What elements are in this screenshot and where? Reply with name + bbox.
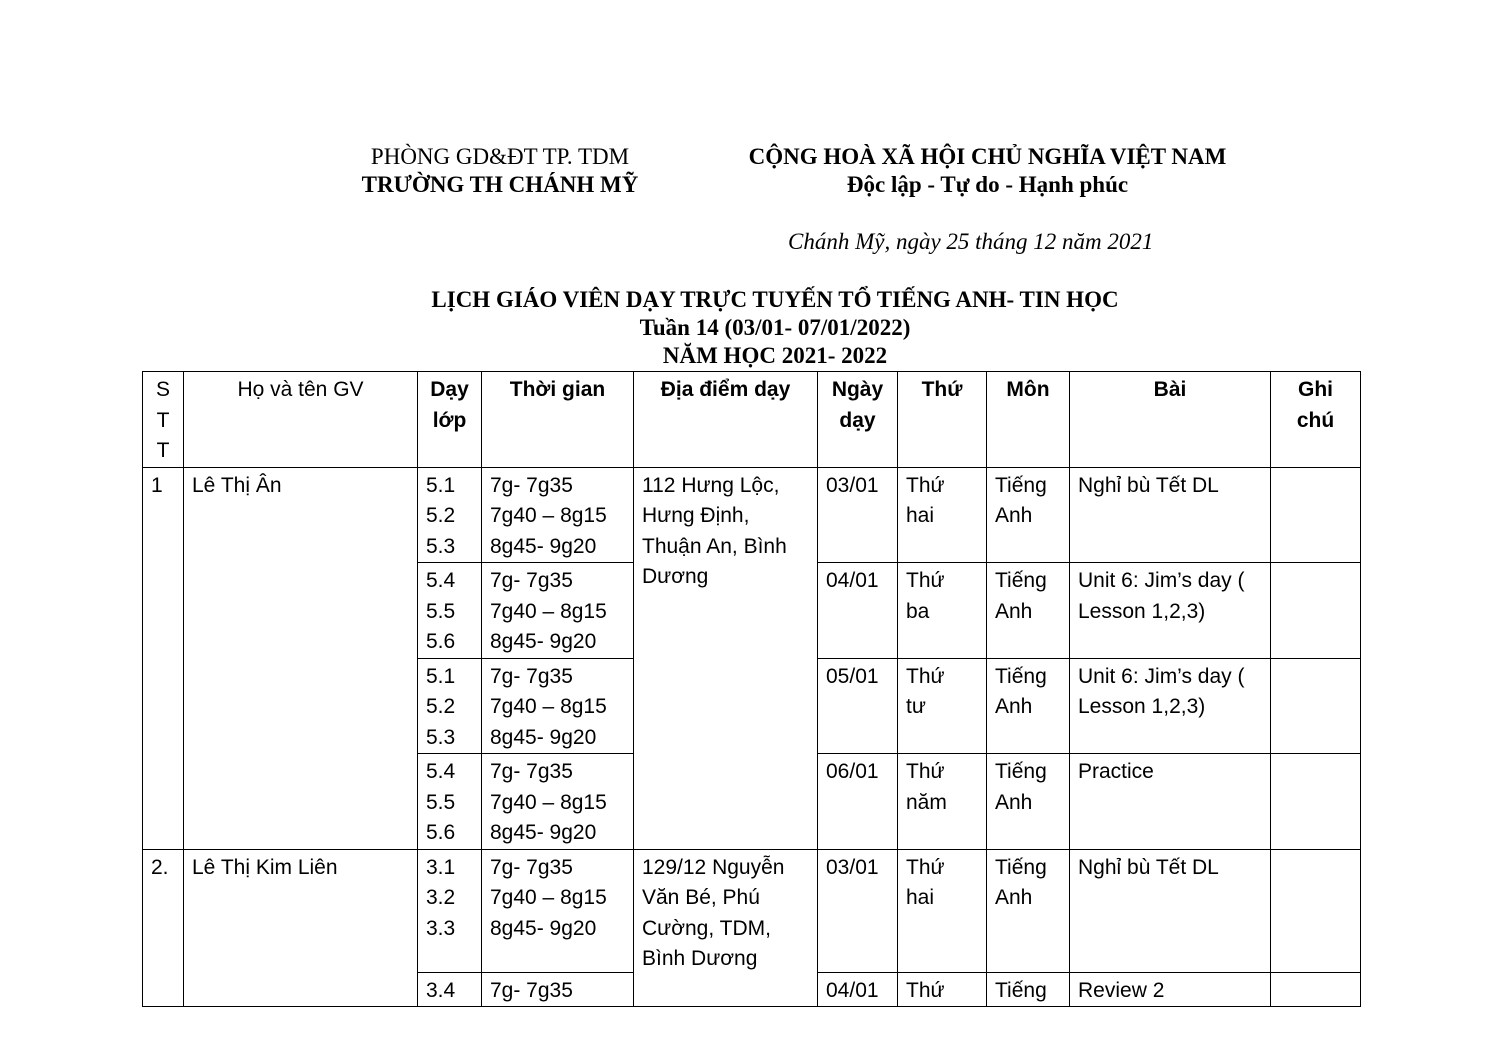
session-date: 04/01 — [818, 972, 898, 1007]
session-classes: 5.1 5.2 5.3 — [418, 467, 482, 563]
session-weekday: Thứ hai — [898, 849, 987, 972]
session-note — [1271, 563, 1361, 659]
session-note — [1271, 972, 1361, 1007]
teacher-place: 112 Hưng Lộc, Hưng Định, Thuận An, Bình Dương — [634, 467, 818, 849]
session-times: 7g- 7g35 7g40 – 8g15 8g45- 9g20 — [482, 754, 634, 850]
session-note — [1271, 658, 1361, 754]
table-header-row — [143, 372, 1361, 468]
session-weekday: Thứ ba — [898, 563, 987, 659]
session-classes: 3.4 — [418, 972, 482, 1007]
session-note — [1271, 849, 1361, 972]
teacher-place: 129/12 Nguyễn Văn Bé, Phú Cường, TDM, Bình Dương — [634, 849, 818, 1007]
document-title — [300, 286, 1250, 370]
document-date: Chánh Mỹ, ngày 25 tháng 12 năm 2021 — [788, 229, 1154, 254]
col-header-place: Địa điểm dạy — [634, 372, 818, 468]
session-times: 7g- 7g35 7g40 – 8g15 8g45- 9g20 — [482, 658, 634, 754]
session-lesson: Nghỉ bù Tết DL — [1070, 467, 1271, 563]
session-classes: 3.1 3.2 3.3 — [418, 849, 482, 972]
session-times: 7g- 7g35 7g40 – 8g15 8g45- 9g20 — [482, 563, 634, 659]
session-subject: Tiếng Anh — [987, 849, 1070, 972]
session-weekday: Thứ năm — [898, 754, 987, 850]
session-date: 03/01 — [818, 849, 898, 972]
session-times: 7g- 7g35 7g40 – 8g15 8g45- 9g20 — [482, 467, 634, 563]
table-row — [143, 849, 1361, 972]
session-weekday: Thứ tư — [898, 658, 987, 754]
session-classes: 5.4 5.5 5.6 — [418, 563, 482, 659]
title-line-1: LỊCH GIÁO VIÊN DẠY TRỰC TUYẾN TỔ TIẾNG ANH- TIN HỌC — [431, 287, 1119, 312]
session-subject: Tiếng Anh — [987, 754, 1070, 850]
session-weekday: Thứ hai — [898, 467, 987, 563]
session-date: 05/01 — [818, 658, 898, 754]
schedule-table — [142, 371, 1361, 1007]
session-lesson: Unit 6: Jim’s day ( Lesson 1,2,3) — [1070, 563, 1271, 659]
title-line-3: NĂM HỌC 2021- 2022 — [662, 343, 888, 368]
session-classes: 5.4 5.5 5.6 — [418, 754, 482, 850]
department-name: PHÒNG GD&ĐT TP. TDM — [370, 144, 630, 169]
title-line-2: Tuần 14 (03/01- 07/01/2022) — [639, 315, 911, 340]
teacher-name: Lê Thị Ân — [184, 467, 418, 849]
national-motto: Độc lập - Tự do - Hạnh phúc — [846, 172, 1129, 197]
session-classes: 5.1 5.2 5.3 — [418, 658, 482, 754]
session-subject: Tiếng Anh — [987, 563, 1070, 659]
session-lesson: Review 2 — [1070, 972, 1271, 1007]
session-date: 03/01 — [818, 467, 898, 563]
teacher-name: Lê Thị Kim Liên — [184, 849, 418, 1007]
session-weekday: Thứ — [898, 972, 987, 1007]
col-header-class: Dạy lớp — [418, 372, 482, 468]
session-times: 7g- 7g35 7g40 – 8g15 8g45- 9g20 — [482, 849, 634, 972]
session-date: 06/01 — [818, 754, 898, 850]
col-header-time: Thời gian — [482, 372, 634, 468]
session-date: 04/01 — [818, 563, 898, 659]
national-title: CỘNG HOÀ XÃ HỘI CHỦ NGHĨA VIỆT NAM — [748, 144, 1227, 169]
col-header-name: Họ và tên GV — [184, 372, 418, 468]
session-note — [1271, 754, 1361, 850]
table-row — [143, 467, 1361, 563]
col-header-note: Ghi chú — [1271, 372, 1361, 468]
session-lesson: Nghỉ bù Tết DL — [1070, 849, 1271, 972]
school-name: TRƯỜNG TH CHÁNH MỸ — [361, 172, 639, 197]
col-header-lesson: Bài — [1070, 372, 1271, 468]
session-subject: Tiếng Anh — [987, 467, 1070, 563]
col-header-stt: S T T — [143, 372, 184, 468]
col-header-date: Ngày dạy — [818, 372, 898, 468]
department-header — [345, 143, 655, 199]
teacher-stt: 2. — [143, 849, 184, 1007]
col-header-weekday: Thứ — [898, 372, 987, 468]
session-lesson: Practice — [1070, 754, 1271, 850]
national-header — [700, 143, 1275, 199]
session-subject: Tiếng Anh — [987, 658, 1070, 754]
teacher-stt: 1 — [143, 467, 184, 849]
col-header-subject: Môn — [987, 372, 1070, 468]
session-lesson: Unit 6: Jim’s day ( Lesson 1,2,3) — [1070, 658, 1271, 754]
session-note — [1271, 467, 1361, 563]
session-times: 7g- 7g35 — [482, 972, 634, 1007]
session-subject: Tiếng — [987, 972, 1070, 1007]
